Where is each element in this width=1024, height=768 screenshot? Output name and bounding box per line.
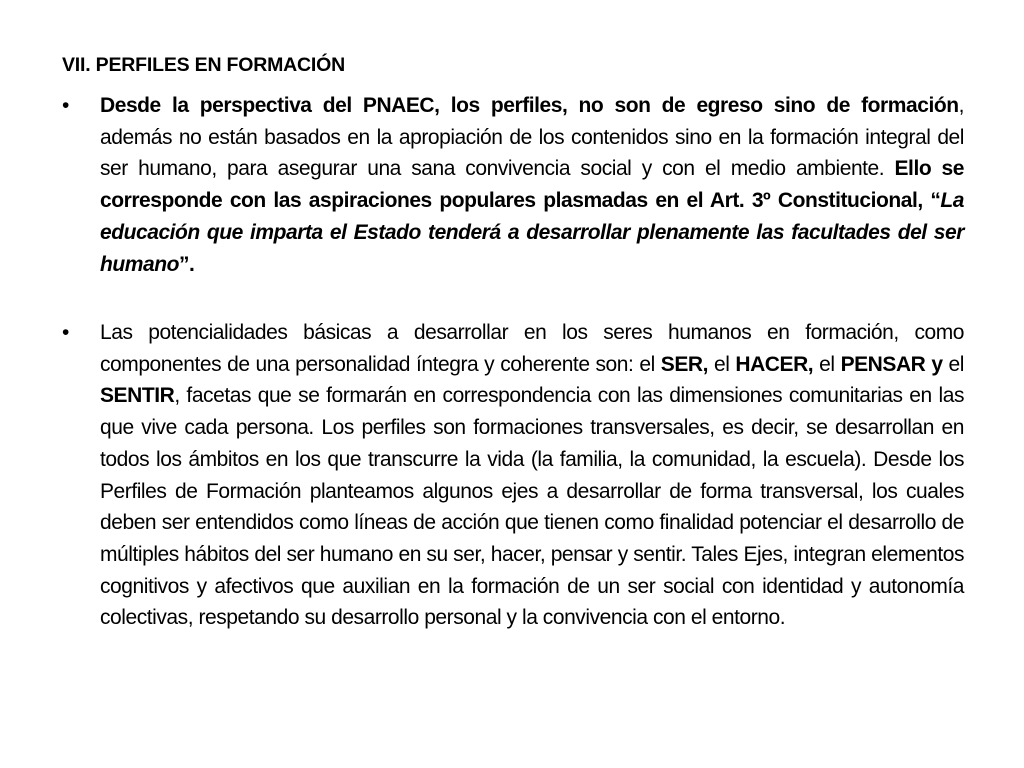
paragraph2-ser: SER, [660, 352, 708, 376]
bullet-icon: • [62, 94, 70, 117]
paragraph2-span-9: , facetas que se formarán en correspondencia con las dimensiones comunitarias en las que vive cada persona. Los perfiles son formaciones transversales, es decir, se desarrollan en todos los ámbitos en los que transcurre la vida (la familia, la comunidad, la escuela). Desde los Perfiles de Formación planteamos algunos ejes a desarrollar de forma transversal, los cuales deben ser entendidos como líneas de acción que tienen como finalidad potenciar el desarrollo de múltiples hábitos del ser humano en su ser, hacer, pensar y sentir. Tales Ejes, integran elementos cognitivos y afectivos que auxilian en la formación de un ser social con identidad y autonomía colectivas, respetando su desarrollo personal y la convivencia con el entorno. [100, 384, 964, 630]
bullet-item-potentialities [62, 317, 964, 634]
paragraph1-span-3: Ello se corresponde con las aspiraciones populares plasmadas en el Art. 3º Constitucional, “ [100, 157, 964, 213]
paragraph1-span-5: ”. [178, 252, 195, 276]
section-heading: VII. PERFILES EN FORMACIÓN [62, 54, 345, 76]
paragraph2-pensar: PENSAR y [840, 352, 943, 376]
paragraph-potentialities [100, 317, 964, 634]
paragraph2-span-5: el [813, 352, 841, 376]
paragraph2-hacer: HACER, [735, 352, 814, 376]
paragraph2-span-1: Las potencialidades básicas a desarrollar en los seres humanos en formación, como componentes de una personalidad íntegra y coherente son: el [100, 321, 964, 376]
paragraph1-span-2: , además no están basados en la apropiación de los contenidos sino en la formación integral del ser humano, para asegurar una sana convivencia social y con el medio ambiente. [100, 94, 964, 181]
paragraph2-span-3: el [708, 352, 736, 376]
paragraph2-sentir: SENTIR [100, 384, 175, 408]
paragraph2-span-7: el [942, 352, 964, 376]
bullet-item-profiles [62, 90, 964, 280]
paragraph-profiles [100, 90, 964, 280]
bullet-icon: • [62, 321, 70, 344]
paragraph1-span-1: Desde la perspectiva del PNAEC, los perfiles, no son de egreso sino de formación [100, 94, 959, 117]
paragraph1-quote: La educación que imparta el Estado tenderá a desarrollar plenamente las facultades del ser humano [100, 189, 964, 276]
